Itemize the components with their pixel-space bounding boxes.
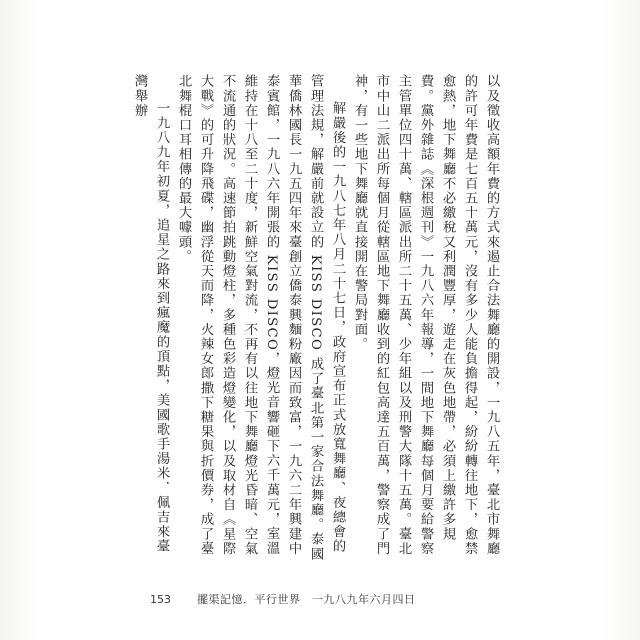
paragraph-2: 解嚴後的一九八七年八月二十七日，政府宣布正式放寬舞廳、夜總會的管理法規，解嚴前就設立的 KISS DISCO 成了臺北第一家合法舞廳。泰國華僑林國長一九五四年來臺創立僑泰興麵粉廠因而致富，一九六二年興建中泰賓館，一九八六年開張的 KISS DISCO，燈光音響砸下六千萬元，室溫維持在十八至二十度，新鮮空氣對流，不再有以往地下舞廳燈光昏暗、空氣不流通的狀況。高速節拍跳動燈柱，多種色彩造燈變化，以及取材自《星際大戰》的可升降飛碟，幽浮從天而降，火辣女郎撒下糖果與折價券，成了臺北舞棍口耳相傳的最大噱頭。 <box>176 74 345 562</box>
page-number: 153 <box>150 592 171 606</box>
paragraph-3: 一九八九年初夏，追星之路來到瘋魔的頂點，美國歌手湯米．佩吉來臺灣舉辦 <box>132 74 169 554</box>
running-head: 擺渠記憶．平行世界 一九八九年六月四日 <box>197 593 416 606</box>
page-footer <box>150 591 502 607</box>
vertical-body-text <box>132 74 502 564</box>
paragraph-1: 以及徵收高額年費的方式來遏止合法舞廳的開設，一九八五年，臺北市舞廳的許可年費是七百五十萬元，沒有多少人能負擔得起，紛紛轉往地下，愈禁愈熱，地下舞廳不必繳稅又利潤豐厚，遊走在灰色地帶，必須上繳許多規費。黨外雜誌《深根週刊》一九八六年報導，一間地下舞廳每個月要給警察主管單位四十萬、轄區派出所二十五萬、少年組以及刑警大隊十五萬。臺北市中山二派出所每個月從轄區地下舞廳收到的紅包高達五百萬，警察成了門神，有一些地下舞廳就直接開在警局對面。 <box>352 74 499 556</box>
